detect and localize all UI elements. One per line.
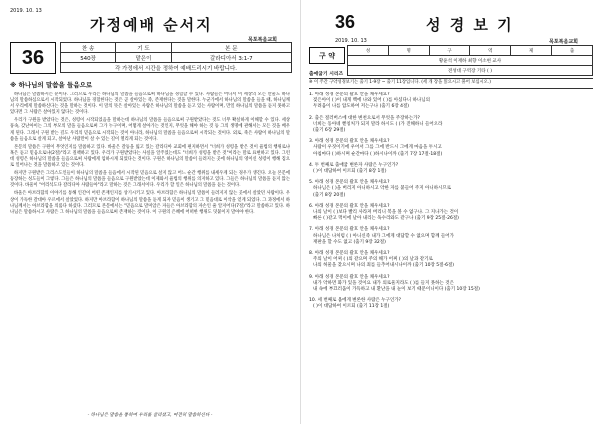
question-item: [309, 180, 593, 199]
question-line: (출기 6장 29절): [313, 128, 346, 134]
question-line: 내가 악하면 화가 있을 것이요 내가 의로울지라도 ( )를 들지 못하는 것은: [313, 280, 454, 286]
reader-sub: 전성대 구역장 기타 ( ): [348, 66, 593, 76]
subheading: 출애굽기 시리즈: [309, 72, 344, 77]
question-text: 10. 세 번째로 욥에게 변론한 사람은 누구인가?: [309, 298, 402, 304]
date: 2019. 10. 13: [10, 8, 42, 14]
question-item: [309, 227, 593, 246]
worship-table: [60, 42, 292, 73]
question-item: [309, 298, 593, 310]
question-line: (출기 8장 20절): [313, 192, 346, 198]
question-line: 빠른 ( )같고 먹이에 날아 내리는 독수리와도 같구나 (출기 9장 25절-26절): [313, 216, 459, 222]
paragraph: 우리가 구원을 받았다는 것은, 성령이 시작되었음을 말하는데 하나님의 말씀을 들음으로써 구원받았다는 것도 너무 확실하게 이해할 수 있다. 세상 풍속, 갖난아이는 그의 부모의 말을 들음으로써 그가 누구이며, 어떻게 살아가는 것인지, 무엇을 해야 하는 것 등 그의 생명에 관해서는 모든 것을 배우게 된다. 그래서 구원 받는 길도 우리의 믿음으로 시작되는 것이 아니라, 하나님의 말씀을 들음으로써 시작되는 것이다. 외로, 죽은 사람이 하나님의 말씀을 들음으로 살게 되고, 살아난 사람만이 살 수 있는 길이 열리게 되는 것이다.: [10, 118, 290, 142]
paragraph: 하나님은 말씀하시는 분이다. 그러므로 우리는 하나님의 말씀을 들음으로써 하나님을 경험할 수 있다. 사람들은 어디서 이 세상의 모든 만물도 하나님의 말씀하심으로서 시작되었다. 하나님을 경험한다는 것은 곧 살아있는 즉, 존재한다는 것을 말한다. 누군가에서 하나님의 말씀을 들을 때, 하나님께서 우리에게 말씀하신다는 것을 말하는 것이다. 이 말의 뜻은 살아있는 사람은 하나님의 말씀을 듣고 있는 사람이며, 만일 하나님의 말씀을 듣지 못하고 있다면 그 사람은 살아있지 않다는 것이다.: [10, 92, 290, 116]
issue-number: 36: [335, 12, 356, 32]
page-title: 성 경 보 기: [426, 16, 514, 34]
reader-names: 황윤석 이재하 최향 이소현 교사: [348, 56, 593, 66]
value-text: 갈라디아서 3:1-7: [171, 53, 291, 63]
divider: [309, 88, 593, 89]
question-line: 아침마다 ( )하시며 순간마다 ( )하시나이까 (출기 7장 17절-18절): [313, 151, 443, 157]
question-line: ( )이 대답하여 이르되 (출기 8장 1절): [313, 169, 387, 175]
paragraph: 하지만 구원받은 그리스도인들이 하나님의 말씀을 들음에서 시작된 믿음으로 살지 않고 어느 순간 행위를 내세우게 되는 경우가 생긴다. 오늘 본문에 등장하는 성도들이 그렇다. 그들은 하나님의 말씀을 들음으로 구원받았는데 이제와서 율법의 행위를 의지하고 있다. 그들은 하나님의 말씀을 듣지 않는 것이다. 바울이 "어리석도다 갈라디아 사람들아"라고 말하는 것은 그래서이다. 우리가 할 일은 하나님의 말씀을 듣는 것이다.: [10, 171, 290, 189]
question-line: 나의 허물을 찾으시며 나의 죄를 들추어내시나이까 (출기 10장 5절-6절): [313, 263, 455, 269]
sermon-body: [10, 92, 290, 410]
question-text: 9. 아래 성경 본문의 괄호 안을 채우세요?: [309, 274, 390, 280]
header-hymn: 찬 송: [61, 43, 116, 53]
question-text: 3. 아래 성경 본문의 괄호 안을 채우세요?: [309, 139, 390, 145]
right-page: [300, 0, 600, 424]
question-text: 7. 아래 성경 본문의 괄호 안을 채우세요?: [309, 227, 390, 233]
issue-number-box: [10, 42, 56, 74]
question-text: 6. 아래 성경 본문의 괄호 안을 채우세요?: [309, 203, 390, 209]
value-prayer: 맡은이: [116, 53, 172, 63]
question-line: 사람이 우짓이기에 우어서 그를 그에 반드시 그에게 마음을 두시고: [313, 145, 442, 151]
question-item: [309, 116, 593, 135]
col-header: 구: [429, 46, 470, 56]
sermon-heading: ※ 하나님의 말씀을 들음으로: [10, 81, 93, 89]
divider: [309, 78, 593, 79]
table-note: 각 가정에서 시간을 정하여 예배드리시기 바랍니다.: [61, 63, 292, 73]
header-text: 본 문: [171, 43, 291, 53]
col-header: 제: [511, 46, 552, 56]
date: 2019. 10. 13: [335, 38, 367, 44]
testament-badge: 구 약: [309, 47, 345, 64]
question-text: 4. 두 번째로 출애굽 변론자 사람은 누구인가?: [309, 162, 399, 168]
question-line: 하나님은 나처럼 ( ) 아니신즉 내가 그에게 대답할 수 없으며 함께 들어가: [313, 233, 454, 239]
paragraph: 바울은 아브라함의 이야기를 통해 인간이 어떤 존재인지를 상기시키고 있다. 아브라함은 하나님의 말씀이 들려지지 않는 곳에서 살았던 사람이다. 우상이 가득한 갈대아 우르에서 살았었다. 하지만 아브라함이 하나님의 말씀을 듣게 되자 믿음이 생기고 그 믿음대로 이삭을 얻게 되었다. 그 과정에서 하나님께서는 아브라함을 의롭다 하셨다. 그러므로 본문에서는 "믿음으로 말미암은 자들은 아브라함의 자손인 줄 알지어다(7절)"라고 말씀하고 있다. 하나님은 말씀하시고 사람은 그 하나님의 말씀을 들음으로써 존재하는 것이다. 이 구원의 은혜에 어떠한 행위도 덧붙이지 말아야 한다.: [10, 191, 290, 215]
question-list: [309, 92, 593, 417]
question-line: 재판을 할 수도 없고 (출기 9장 32절): [313, 239, 386, 245]
church-name: 목포복음교회: [248, 37, 277, 43]
question-item: [309, 251, 593, 270]
footer-motto: - 하나님은 말씀을 통하여 우리를 살리셨고, 여전히 말씀하신다 -: [87, 413, 213, 418]
church-name: 목포복음교회: [549, 39, 578, 45]
question-line: 주의 날이 어찌 ( )의 같으며 주의 해가 어찌 ( )의 날과 같기로: [313, 257, 433, 263]
page-title: 가정예배 순서지: [90, 16, 213, 34]
col-header: 성: [348, 46, 389, 56]
question-line: ( )이 대답하여 이르되 (출기 11장 1절): [313, 304, 390, 310]
col-header: 명: [388, 46, 429, 56]
question-line: 젖은아이 ( )이 내게 백에 나와 있어 ( )를 아셨다니 하나님의: [313, 98, 430, 104]
col-header: 역: [470, 46, 511, 56]
issue-number: 36: [21, 46, 45, 69]
value-hymn: 540장: [61, 53, 116, 63]
question-line: 너희는 동아네 뻗칭처가 되지 말라 하시도 ( )가 진해하니 들어오라: [313, 121, 443, 127]
header-prayer: 기 도: [116, 43, 172, 53]
question-item: [309, 139, 593, 158]
reader-table: [347, 45, 593, 76]
question-line: 내 속에 부끄러움이 가득하고 내 환난을 내 눈이 보기 때문이니이다 (출기 10장 15절): [313, 287, 480, 293]
question-line: 두려움이 나를 압도하여 저는구나 (출기 6장 4절): [313, 104, 410, 110]
question-item: [309, 92, 593, 111]
question-text: 1. 아래 성경 본문의 괄호 안을 채우세요?: [309, 92, 390, 97]
question-item: [309, 275, 593, 294]
paragraph: 본문의 말씀은 구원이 무엇인지를 말씀하고 있다. 바울은 갈등을 잃고 있는 갈라디아 교회에 편지하면서 "너희가 성령을 받은 것이 율법의 행위로냐 혹은 듣고 믿음으로냐(2절)"라고 질책하고 있다. 우리가 구원받았다는 사실을 알주었는데도 "너희가 성령을 받은 것"이라는 말로 표현하고 있다. 그런데 성령은 하나님의 말씀을 들음으로써 사람에게 임하시게 되었다는 것이다. 구원은 하나님의 말씀이 들려지는 곳에 하나님의 영이신 성령이 행해 짐으로 일어나는 것을 말씀하고 있는 것이다.: [10, 144, 290, 169]
question-line: 나의 날이 ( )보다 빨리 사라져 버리니 복을 볼 수 없구나. 그 지나가는 것이: [313, 210, 459, 216]
question-line: 하나님은 ( )을 버리지 아니하시고 악한 자를 붙들어 주지 아니하시므로: [313, 186, 452, 192]
intro-note: ※ 이 주간 구약성경보기는 출기 1-9장 ~ 출기 11장입니다. (세 개 장을 읽으시고 풀어 보십시오.): [309, 80, 491, 85]
col-header: 출: [551, 46, 592, 56]
question-text: 8. 아래 성경 본문의 괄호 안을 채우세요?: [309, 251, 390, 257]
question-item: [309, 204, 593, 223]
question-text: 5. 아래 성경 본문의 괄호 안을 채우세요?: [309, 180, 390, 186]
question-item: [309, 163, 593, 175]
question-text: 2. 출은 절러버스에 대한 변천으로서 무엇을 주장하는가?: [309, 115, 420, 121]
